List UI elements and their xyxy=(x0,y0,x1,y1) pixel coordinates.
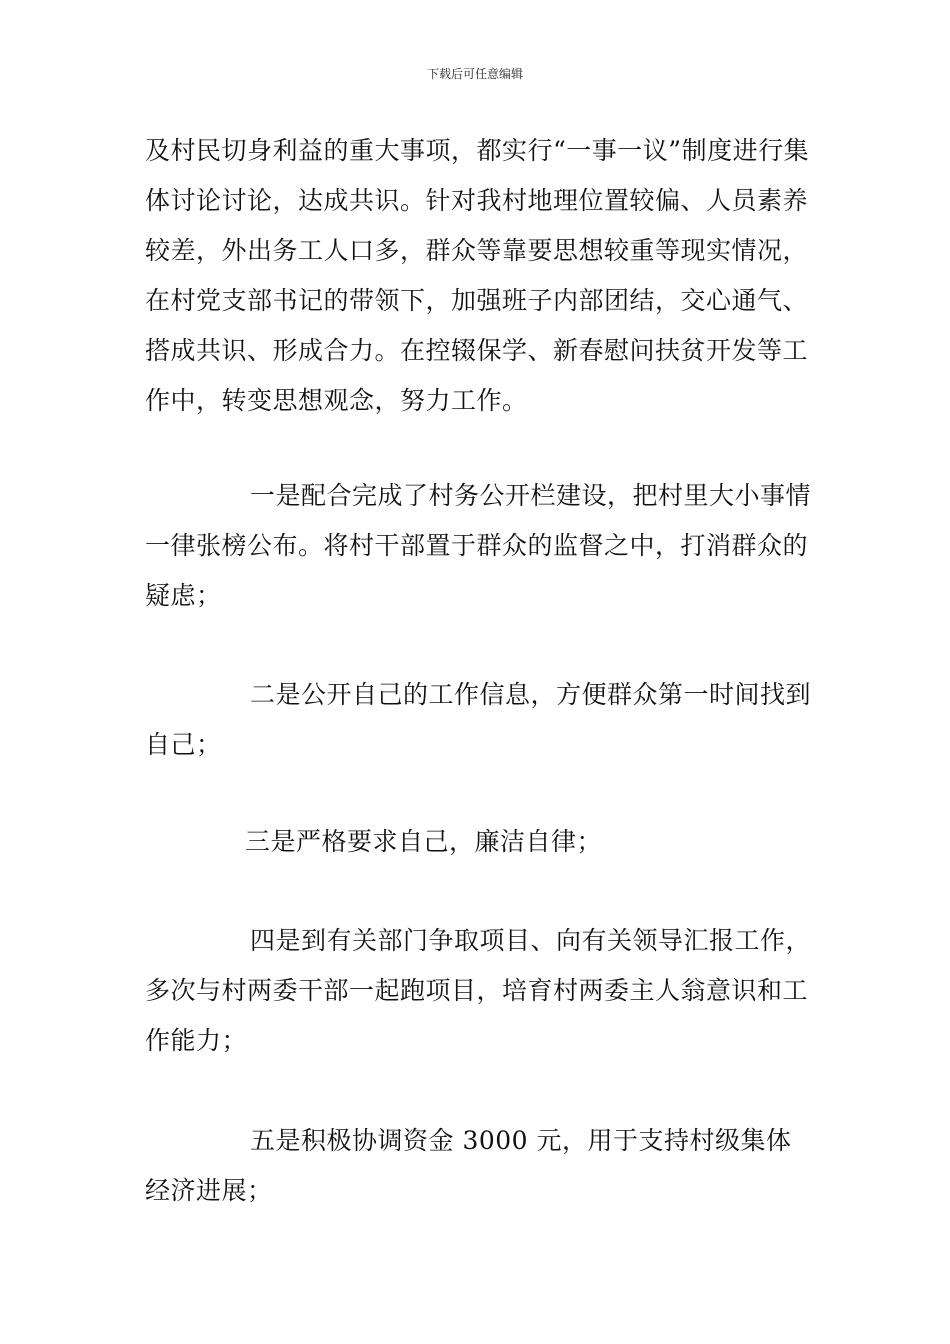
paragraph-item-5: 五是积极协调资金 3000 元，用于支持村级集体经济进展； xyxy=(145,1126,792,1205)
page-header: 下载后可任意编辑 xyxy=(426,67,523,81)
paragraph-intro: 及村民切身利益的重大事项，都实行“一事一议”制度进行集体讨论讨论，达成共识。针对我村地理位置较偏、人员素养较差，外出务工人口多，群众等靠要思想较重等现实情况，在村党支部书记的带领下，加强班子内部团结，交心通气、搭成共识、形成合力。在控辍保学、新春慰问扶贫开发等工作中，转变思想观念，努力工作。 xyxy=(145,136,810,415)
paragraph-item-4: 四是到有关部门争取项目、向有关领导汇报工作，多次与村两委干部一起跑项目，培育村两委主人翁意识和工作能力； xyxy=(145,926,812,1055)
paragraph-item-3: 三是严格要求自己，廉洁自律； xyxy=(245,827,603,856)
document-body xyxy=(145,126,813,1216)
paragraph-item-2: 二是公开自己的工作信息，方便群众第一时间找到自己； xyxy=(145,680,812,759)
paragraph-item-1: 一是配合完成了村务公开栏建设，把村里大小事情一律张榜公布。将村干部置于群众的监督之中，打消群众的疑虑； xyxy=(145,481,812,610)
